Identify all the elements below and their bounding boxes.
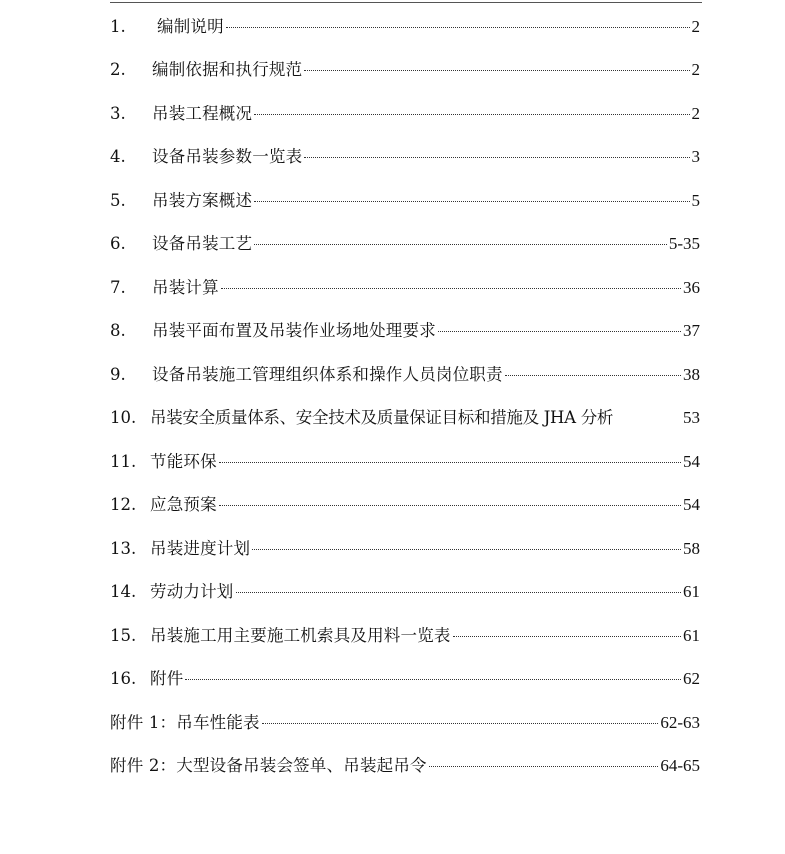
toc-entry-title: 吊装平面布置及吊装作业场地处理要求 [152,321,436,340]
toc-entry-number: 3. [110,104,126,123]
toc-entry-page: 3 [691,147,700,166]
page-top-rule [110,2,702,3]
toc-entry-15[interactable] [110,625,700,647]
toc-dot-leader [262,723,659,724]
toc-entry-page: 37 [683,321,700,340]
toc-dot-leader [304,70,689,71]
toc-dot-leader [219,462,681,463]
toc-entry-title: 设备吊装参数一览表 [152,147,303,166]
toc-entry-page: 54 [683,495,700,514]
toc-dot-leader [254,201,689,202]
toc-entry-page: 38 [683,365,700,384]
toc-dot-leader [219,505,681,506]
toc-entry-page: 36 [683,278,700,297]
toc-entry-title: 吊装工程概况 [152,104,253,123]
toc-appendix-2[interactable] [110,755,700,777]
toc-entry-title: 节能环保 [150,452,217,471]
toc-entry-title: 编制说明 [157,17,224,36]
toc-dot-leader [505,375,681,376]
toc-dot-leader [226,27,690,28]
toc-entry-number: 2. [110,60,126,79]
toc-entry-number: 16. [110,669,137,688]
toc-entry-number: 9. [110,365,126,384]
toc-entry-page: 5-35 [668,234,700,253]
toc-entry-page: 62-63 [660,713,700,732]
toc-appendix-1[interactable] [110,712,700,734]
toc-entry-title: 吊装计算 [152,278,219,297]
toc-entry-page: 53 [683,408,700,427]
toc-dot-leader [254,244,667,245]
toc-entry-5[interactable] [110,190,700,212]
toc-dot-leader [236,592,682,593]
toc-entry-9[interactable] [110,364,700,386]
toc-entry-page: 61 [683,626,700,645]
toc-dot-leader [221,288,681,289]
toc-entry-3[interactable] [110,103,700,125]
toc-entry-13[interactable] [110,538,700,560]
toc-entry-page: 2 [691,60,700,79]
toc-entry-6[interactable] [110,233,700,255]
toc-dot-leader [304,157,689,158]
toc-entry-title: 劳动力计划 [150,582,234,601]
toc-entry-number: 5. [110,191,126,210]
toc-entry-number: 12. [110,495,137,514]
toc-entry-title: 编制依据和执行规范 [152,60,303,79]
toc-entry-title: 吊装施工用主要施工机索具及用料一览表 [150,626,451,645]
toc-dot-leader [429,766,659,767]
toc-entry-number: 8. [110,321,126,340]
toc-entry-number: 1. [110,17,126,36]
toc-entry-page: 2 [691,17,700,36]
toc-entry-2[interactable] [110,59,700,81]
toc-entry-title: 应急预案 [150,495,217,514]
toc-entry-title: 设备吊装施工管理组织体系和操作人员岗位职责 [152,365,503,384]
toc-entry-title: 附件 1：吊车性能表 [110,713,260,732]
toc-entry-title: 附件 [150,669,184,688]
toc-entry-page: 58 [683,539,700,558]
toc-dot-leader [254,114,689,115]
toc-entry-page: 61 [683,582,700,601]
toc-entry-title: 设备吊装工艺 [152,234,253,253]
toc-entry-number: 15. [110,626,137,645]
toc-entry-number: 7. [110,278,126,297]
toc-entry-12[interactable] [110,494,700,516]
toc-entry-number: 4. [110,147,126,166]
toc-entry-title: 吊装方案概述 [152,191,253,210]
toc-entry-7[interactable] [110,277,700,299]
toc-entry-1[interactable] [110,16,700,38]
toc-entry-14[interactable] [110,581,700,603]
toc-entry-title: 附件 2：大型设备吊装会签单、吊装起吊令 [110,756,427,775]
toc-entry-page: 62 [683,669,700,688]
toc-entry-title: 吊装安全质量体系、安全技术及质量保证目标和措施及 JHA 分析 [150,408,614,427]
toc-entry-page: 5 [691,191,700,210]
toc-entry-page: 54 [683,452,700,471]
toc-entry-page: 2 [691,104,700,123]
toc-dot-leader [438,331,681,332]
toc-entry-number: 11. [110,452,137,471]
toc-entry-10[interactable] [110,407,700,429]
toc-entry-number: 14. [110,582,137,601]
toc-entry-page: 64-65 [660,756,700,775]
toc-entry-16[interactable] [110,668,700,690]
toc-entry-8[interactable] [110,320,700,342]
toc-entry-number: 10. [110,408,137,427]
toc-entry-4[interactable] [110,146,700,168]
toc-entry-number: 6. [110,234,126,253]
toc-entry-number: 13. [110,539,137,558]
toc-dot-leader [252,549,681,550]
toc-dot-leader [453,636,681,637]
toc-dot-leader [185,679,681,680]
toc-entry-title: 吊装进度计划 [150,539,251,558]
toc-entry-11[interactable] [110,451,700,473]
